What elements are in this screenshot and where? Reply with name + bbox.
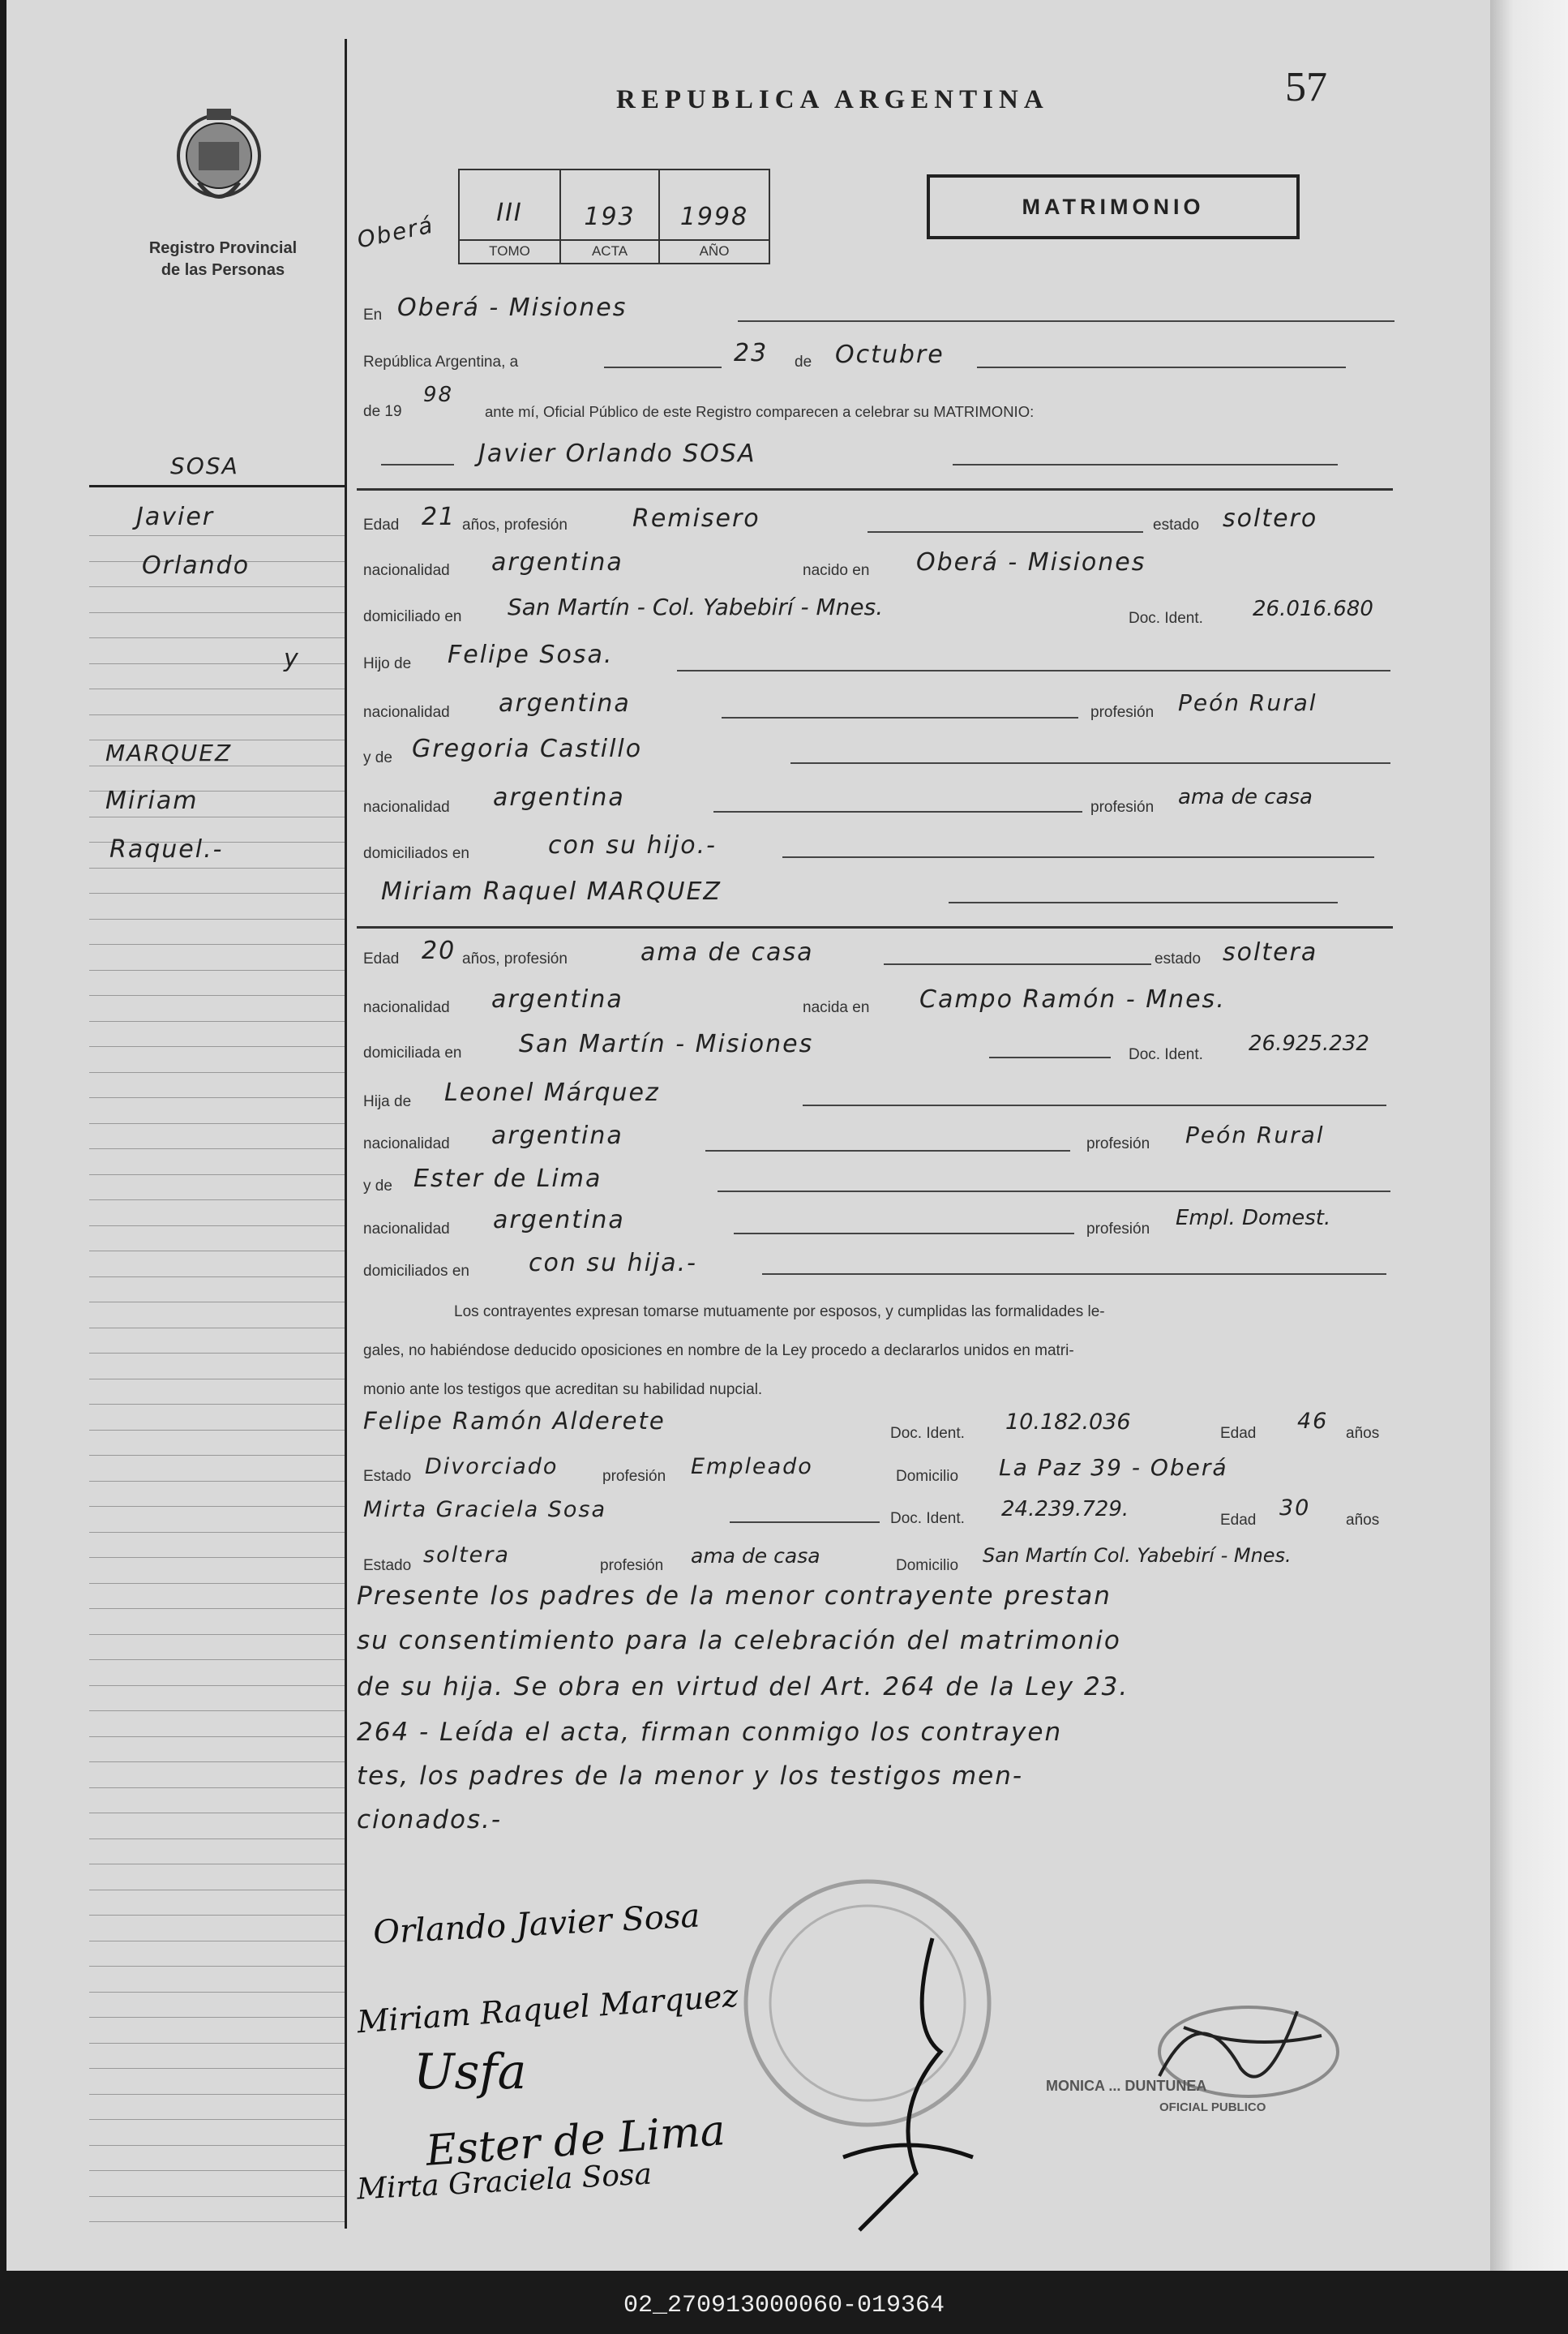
margin-name4: Raquel.- xyxy=(109,835,224,864)
groom-age: 21 xyxy=(422,503,456,531)
ruled-line xyxy=(89,2221,345,2222)
estado-label: Estado xyxy=(363,1557,412,1574)
ruled-line xyxy=(89,893,345,894)
ruled-line xyxy=(89,1404,345,1405)
witness2-profession: ama de casa xyxy=(691,1544,820,1568)
ruled-line xyxy=(89,1072,345,1073)
fill-line xyxy=(977,367,1346,368)
ruled-line xyxy=(89,1123,345,1124)
fill-line xyxy=(705,1150,1070,1152)
section-separator xyxy=(357,926,1393,929)
bride-birthplace: Campo Ramón - Mnes. xyxy=(919,985,1226,1014)
fill-line xyxy=(868,531,1143,533)
ruled-line xyxy=(89,714,345,715)
margin-rule xyxy=(89,485,345,487)
domiciliados-label: domiciliados en xyxy=(363,1263,469,1280)
fill-line xyxy=(730,1521,880,1523)
margin-surname2: MARQUEZ xyxy=(105,740,233,766)
margin-surname: SOSA xyxy=(170,453,239,479)
hijo-label: Hijo de xyxy=(363,655,412,672)
seal-text: MONICA ... DUNTUNEA xyxy=(1046,2078,1207,2094)
profesion-label: profesión xyxy=(1090,704,1155,721)
acta-label: ACTA xyxy=(591,243,628,259)
fill-line xyxy=(738,320,1394,322)
domiciliada-label: domiciliada en xyxy=(363,1045,462,1062)
margin-name1: Javier xyxy=(136,503,215,531)
ruled-line xyxy=(89,1174,345,1175)
ruled-line xyxy=(89,1608,345,1609)
groom-parents-domicilio: con su hijo.- xyxy=(548,831,717,860)
yde-label: y de xyxy=(363,1178,392,1195)
ruled-line xyxy=(89,2119,345,2120)
place: Oberá - Misiones xyxy=(397,294,628,322)
domiciliado-label: domiciliado en xyxy=(363,608,462,625)
tomo-value: III xyxy=(496,199,523,227)
ruled-line xyxy=(89,1353,345,1354)
ruled-line xyxy=(89,2196,345,2197)
bride-nacionalidad: argentina xyxy=(491,985,623,1014)
seal-subtext: OFICIAL PUBLICO xyxy=(1159,2100,1266,2114)
witness2-doc: 24.239.729. xyxy=(1001,1497,1129,1521)
nacionalidad-label: nacionalidad xyxy=(363,799,450,816)
groom-estado: soltero xyxy=(1223,504,1318,533)
fill-line xyxy=(884,963,1151,965)
fill-line xyxy=(718,1191,1390,1192)
declaration-line1: Los contrayentes expresan tomarse mutuamente por esposos, y cumplidas las formalidades le- xyxy=(454,1303,1105,1320)
groom-name: Javier Orlando SOSA xyxy=(478,440,756,468)
hija-label: Hija de xyxy=(363,1093,412,1110)
bride-mother: Ester de Lima xyxy=(413,1165,602,1193)
ruled-line xyxy=(89,637,345,638)
domicilio-label: Domicilio xyxy=(896,1557,959,1574)
witness2-estado: soltera xyxy=(423,1542,510,1568)
year-suffix: 98 xyxy=(423,383,454,407)
anos-profesion-label: años, profesión xyxy=(462,517,568,534)
margin-name2: Orlando xyxy=(142,551,251,580)
ruled-line xyxy=(89,586,345,587)
anos-label: años xyxy=(1346,1512,1380,1529)
bride-domicilio: San Martín - Misiones xyxy=(519,1030,814,1058)
margin-note: Oberá xyxy=(354,211,437,254)
ruled-line xyxy=(89,868,345,869)
estado-label: estado xyxy=(1155,950,1202,967)
ruled-line xyxy=(89,1966,345,1967)
ruled-line xyxy=(89,2068,345,2069)
nacionalidad-label: nacionalidad xyxy=(363,1135,450,1152)
ruled-line xyxy=(89,1097,345,1098)
officer-signature2-icon xyxy=(1135,1979,1338,2125)
groom-domicilio: San Martín - Col. Yabebirí - Mnes. xyxy=(508,594,884,620)
ruled-line xyxy=(89,1557,345,1558)
groom-doc: 26.016.680 xyxy=(1253,597,1373,621)
ruled-line xyxy=(89,995,345,996)
month: Octubre xyxy=(835,341,945,369)
notes-line6: cionados.- xyxy=(357,1805,503,1834)
nacida-label: nacida en xyxy=(803,999,870,1016)
ruled-line xyxy=(89,663,345,664)
witness1-domicilio: La Paz 39 - Oberá xyxy=(999,1454,1228,1481)
profesion-label: profesión xyxy=(1090,799,1155,816)
fill-line xyxy=(803,1105,1386,1106)
bride-father: Leonel Márquez xyxy=(444,1079,660,1107)
ruled-line xyxy=(89,1506,345,1507)
ruled-line xyxy=(89,1021,345,1022)
page-edge xyxy=(1490,0,1568,2271)
ante-text: ante mí, Oficial Público de este Registro comparecen a celebrar su MATRIMONIO: xyxy=(485,403,1035,420)
ruled-line xyxy=(89,1992,345,1993)
edad-label: Edad xyxy=(363,950,400,967)
registry-box xyxy=(458,169,770,264)
ruled-line xyxy=(89,1455,345,1456)
ruled-line xyxy=(89,2017,345,2018)
groom-father-nacionalidad: argentina xyxy=(499,689,631,718)
ruled-line xyxy=(89,1787,345,1788)
ruled-line xyxy=(89,1481,345,1482)
year-prefix: de 19 xyxy=(363,403,402,420)
registro-line2: de las Personas xyxy=(161,261,285,279)
page-heading: REPUBLICA ARGENTINA xyxy=(616,85,1049,114)
estado-label: Estado xyxy=(363,1468,412,1485)
doc-label: Doc. Ident. xyxy=(890,1510,965,1527)
ruled-line xyxy=(89,1046,345,1047)
edad-label: Edad xyxy=(1220,1512,1257,1529)
estado-label: estado xyxy=(1153,517,1200,534)
bride-age: 20 xyxy=(422,937,456,965)
ruled-line xyxy=(89,1685,345,1686)
fill-line xyxy=(953,464,1338,466)
ruled-line xyxy=(89,1736,345,1737)
yde-label: y de xyxy=(363,749,392,766)
ruled-line xyxy=(89,1710,345,1711)
groom-father: Felipe Sosa. xyxy=(448,641,614,669)
profesion-label: profesión xyxy=(1086,1221,1150,1238)
bride-father-nacionalidad: argentina xyxy=(491,1122,623,1150)
ruled-line xyxy=(89,1915,345,1916)
officer-signature-icon xyxy=(811,1930,1013,2238)
de-label: de xyxy=(795,354,812,371)
ruled-line xyxy=(89,1430,345,1431)
groom-mother-nacionalidad: argentina xyxy=(493,783,625,812)
witness1-name: Felipe Ramón Alderete xyxy=(363,1407,666,1435)
fill-line xyxy=(782,856,1374,858)
ruled-line xyxy=(89,2170,345,2171)
doc-label: Doc. Ident. xyxy=(1129,1046,1203,1063)
ruled-line xyxy=(89,612,345,613)
ruled-line xyxy=(89,1659,345,1660)
witness2-name: Mirta Graciela Sosa xyxy=(363,1497,607,1522)
bride-name: Miriam Raquel MARQUEZ xyxy=(381,877,722,906)
signature-bride: Miriam Raquel Marquez xyxy=(356,1977,739,2040)
edad-label: Edad xyxy=(363,517,400,534)
tomo-label: TOMO xyxy=(489,243,530,259)
notes-line4: 264 - Leída el acta, firman conmigo los contrayen xyxy=(357,1718,1063,1747)
republica-label: República Argentina, a xyxy=(363,354,519,371)
fill-line xyxy=(604,367,722,368)
witness2-age: 30 xyxy=(1279,1495,1311,1521)
fill-line xyxy=(949,902,1338,903)
groom-birthplace: Oberá - Misiones xyxy=(916,548,1146,577)
fill-line xyxy=(713,811,1082,813)
nacionalidad-label: nacionalidad xyxy=(363,704,450,721)
ruled-line xyxy=(89,944,345,945)
ruled-line xyxy=(89,919,345,920)
matrimonio-box: MATRIMONIO xyxy=(927,174,1300,239)
nacionalidad-label: nacionalidad xyxy=(363,999,450,1016)
page-number: 57 xyxy=(1285,64,1327,110)
margin-divider xyxy=(345,39,347,2229)
bride-parents-domicilio: con su hija.- xyxy=(529,1249,698,1277)
fill-line xyxy=(722,717,1078,719)
bride-doc: 26.925.232 xyxy=(1249,1032,1369,1056)
section-separator xyxy=(357,488,1393,491)
ruled-line xyxy=(89,1532,345,1533)
declaration-line2: gales, no habiéndose deducido oposiciones en nombre de la Ley procedo a declararlos unidos en matri- xyxy=(363,1342,1074,1359)
bride-profession: ama de casa xyxy=(640,938,814,967)
witness1-estado: Divorciado xyxy=(425,1454,559,1479)
fill-line xyxy=(734,1233,1074,1234)
ruled-line xyxy=(89,1148,345,1149)
groom-profession: Remisero xyxy=(632,504,760,533)
signature-witness2: Mirta Graciela Sosa xyxy=(356,2157,653,2207)
profesion-label: profesión xyxy=(1086,1135,1150,1152)
notes-line3: de su hija. Se obra en virtud del Art. 264 de la Ley 23. xyxy=(357,1672,1129,1701)
day: 23 xyxy=(734,339,769,367)
ruled-line xyxy=(89,1583,345,1584)
margin-name3: Miriam xyxy=(105,787,199,815)
ruled-line xyxy=(89,535,345,536)
acta-value: 193 xyxy=(584,203,636,231)
ano-label: AÑO xyxy=(699,243,730,259)
ruled-line xyxy=(89,2145,345,2146)
fill-line xyxy=(762,1273,1386,1275)
witness1-profession: Empleado xyxy=(691,1454,813,1479)
coat-of-arms-icon xyxy=(166,105,272,219)
bride-father-profession: Peón Rural xyxy=(1185,1122,1325,1148)
fill-line xyxy=(790,762,1390,764)
fill-line xyxy=(989,1057,1111,1058)
ruled-line xyxy=(89,1199,345,1200)
nacido-label: nacido en xyxy=(803,562,870,579)
witness1-age: 46 xyxy=(1297,1409,1329,1434)
doc-label: Doc. Ident. xyxy=(890,1425,965,1442)
anos-label: años xyxy=(1346,1425,1380,1442)
ruled-line xyxy=(89,1838,345,1839)
ruled-line xyxy=(89,2094,345,2095)
groom-mother-profession: ama de casa xyxy=(1178,785,1313,809)
registro-line1: Registro Provincial xyxy=(148,239,298,257)
witness2-domicilio: San Martín Col. Yabebirí - Mnes. xyxy=(983,1544,1292,1567)
notes-line5: tes, los padres de la menor y los testigos men- xyxy=(357,1761,1024,1791)
signature-witness1: Usfa xyxy=(413,2044,527,2100)
notes-line2: su consentimiento para la celebración del matrimonio xyxy=(357,1626,1121,1655)
notes-line1: Presente los padres de la menor contrayente prestan xyxy=(357,1581,1112,1611)
edad-label: Edad xyxy=(1220,1425,1257,1442)
bride-mother-profession: Empl. Domest. xyxy=(1176,1206,1331,1230)
ruled-line xyxy=(89,1761,345,1762)
ruled-line xyxy=(89,2043,345,2044)
domiciliados-label: domiciliados en xyxy=(363,845,469,862)
ruled-line xyxy=(89,1225,345,1226)
ruled-line xyxy=(89,1634,345,1635)
groom-father-profession: Peón Rural xyxy=(1178,689,1317,716)
signature-mother: Ester de Lima xyxy=(424,2106,727,2176)
doc-label: Doc. Ident. xyxy=(1129,610,1203,627)
en-label: En xyxy=(363,307,383,324)
anos-profesion-label: años, profesión xyxy=(462,950,568,967)
footer-id: 02_270913000060-019364 xyxy=(623,2292,945,2319)
bride-estado: soltera xyxy=(1223,938,1318,967)
nacionalidad-label: nacionalidad xyxy=(363,562,450,579)
margin-connector: y xyxy=(284,645,300,673)
ruled-line xyxy=(89,1276,345,1277)
profesion-label: profesión xyxy=(600,1557,664,1574)
domicilio-label: Domicilio xyxy=(896,1468,959,1485)
ano-value: 1998 xyxy=(679,203,749,231)
fill-line xyxy=(677,670,1390,671)
groom-mother: Gregoria Castillo xyxy=(412,735,643,763)
declaration-line3: monio ante los testigos que acreditan su habilidad nupcial. xyxy=(363,1381,763,1398)
signature-groom: Orlando Javier Sosa xyxy=(372,1897,701,1952)
groom-nacionalidad: argentina xyxy=(491,548,623,577)
profesion-label: profesión xyxy=(602,1468,666,1485)
fill-line xyxy=(381,464,454,466)
bride-mother-nacionalidad: argentina xyxy=(493,1206,625,1234)
ruled-line xyxy=(89,970,345,971)
witness1-doc: 10.182.036 xyxy=(1005,1409,1131,1435)
nacionalidad-label: nacionalidad xyxy=(363,1221,450,1238)
